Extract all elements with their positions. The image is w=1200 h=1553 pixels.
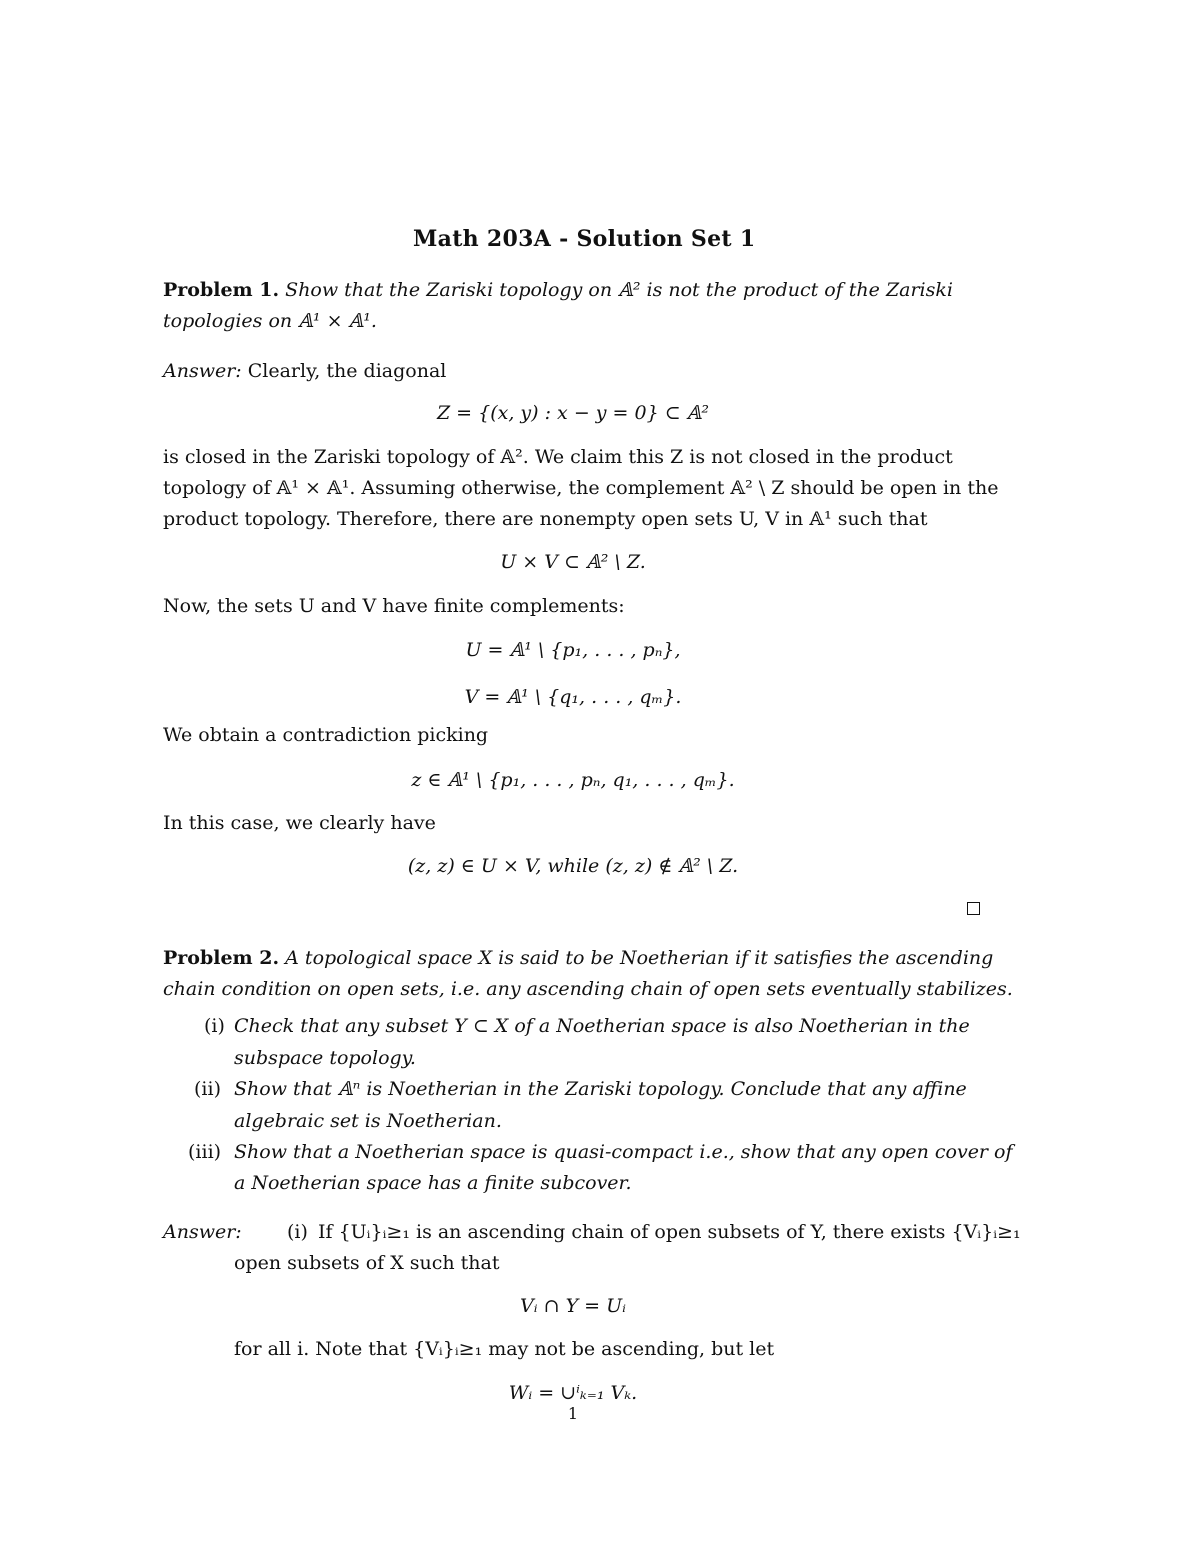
answer-2-item-number: (i) bbox=[287, 1221, 308, 1243]
problem-1-label: Problem 1. bbox=[163, 279, 280, 301]
item-number: (i) bbox=[204, 1015, 225, 1037]
problem-1-statement-line-1 bbox=[163, 277, 953, 303]
item-number: (iii) bbox=[188, 1141, 222, 1163]
answer-1-para-1-line-2: topology of 𝔸¹ × 𝔸¹. Assuming otherwise, the complement 𝔸² \ Z should be open in the bbox=[163, 477, 999, 499]
answer-1-para-1-line-1: is closed in the Zariski topology of 𝔸². We claim this Z is not closed in the product bbox=[163, 446, 953, 468]
equation-V: V = 𝔸¹ \ {q₁, . . . , qₘ}. bbox=[464, 686, 682, 708]
page-title: Math 203A - Solution Set 1 bbox=[413, 226, 756, 252]
answer-1-para-2: Now, the sets U and V have finite complements: bbox=[163, 595, 625, 617]
item-number: (ii) bbox=[194, 1078, 221, 1100]
problem-1-text-1: Show that the Zariski topology on 𝔸² is not the product of the Zariski bbox=[285, 279, 953, 301]
item-i-line-1: Check that any subset Y ⊂ X of a Noetherian space is also Noetherian in the bbox=[234, 1015, 970, 1037]
equation-U: U = 𝔸¹ \ {p₁, . . . , pₙ}, bbox=[465, 639, 681, 661]
equation-product: U × V ⊂ 𝔸² \ Z. bbox=[500, 551, 646, 573]
answer-1-label: Answer: bbox=[163, 360, 242, 382]
equation-diagonal: Z = {(x, y) : x − y = 0} ⊂ 𝔸² bbox=[436, 402, 710, 424]
answer-2-line-3: for all i. Note that {Vᵢ}ᵢ≥₁ may not be ascending, but let bbox=[234, 1338, 775, 1360]
item-i-line-2: subspace topology. bbox=[234, 1047, 416, 1069]
problem-2-statement-line-2: chain condition on open sets, i.e. any ascending chain of open sets eventually stabilizes. bbox=[163, 978, 1013, 1000]
answer-2-line-2: open subsets of X such that bbox=[234, 1252, 500, 1274]
equation-intersection: Vᵢ ∩ Y = Uᵢ bbox=[520, 1295, 626, 1317]
answer-1-para-4: In this case, we clearly have bbox=[163, 812, 436, 834]
item-iii-line-2: a Noetherian space has a finite subcover. bbox=[234, 1172, 632, 1194]
item-ii-line-1: Show that 𝔸ⁿ is Noetherian in the Zariski topology. Conclude that any affine bbox=[234, 1078, 967, 1100]
problem-2-label: Problem 2. bbox=[163, 947, 280, 969]
answer-1-para-3: We obtain a contradiction picking bbox=[163, 724, 489, 746]
problem-1-statement-line-2: topologies on 𝔸¹ × 𝔸¹. bbox=[163, 310, 377, 332]
answer-1-para-1-line-3: product topology. Therefore, there are nonempty open sets U, V in 𝔸¹ such that bbox=[163, 508, 928, 530]
problem-2-text-1: A topological space X is said to be Noetherian if it satisfies the ascending bbox=[285, 947, 994, 969]
answer-1-intro bbox=[163, 358, 446, 384]
equation-W: Wᵢ = ∪ⁱₖ₌₁ Vₖ. bbox=[508, 1382, 638, 1404]
item-ii-line-2: algebraic set is Noetherian. bbox=[234, 1110, 502, 1132]
page-number: 1 bbox=[567, 1404, 579, 1423]
answer-1-intro-text: Clearly, the diagonal bbox=[247, 360, 447, 382]
qed-square-icon bbox=[967, 902, 980, 915]
equation-z: z ∈ 𝔸¹ \ {p₁, . . . , pₙ, q₁, . . . , qₘ}. bbox=[411, 769, 735, 791]
problem-2-statement-line-1 bbox=[163, 945, 993, 971]
item-iii-line-1: Show that a Noetherian space is quasi-compact i.e., show that any open cover of bbox=[234, 1141, 1013, 1163]
answer-2-label: Answer: bbox=[163, 1221, 242, 1243]
answer-2-line-1: If {Uᵢ}ᵢ≥₁ is an ascending chain of open subsets of Y, there exists {Vᵢ}ᵢ≥₁ bbox=[318, 1221, 1021, 1243]
equation-final: (z, z) ∈ U × V, while (z, z) ∉ 𝔸² \ Z. bbox=[407, 855, 739, 877]
